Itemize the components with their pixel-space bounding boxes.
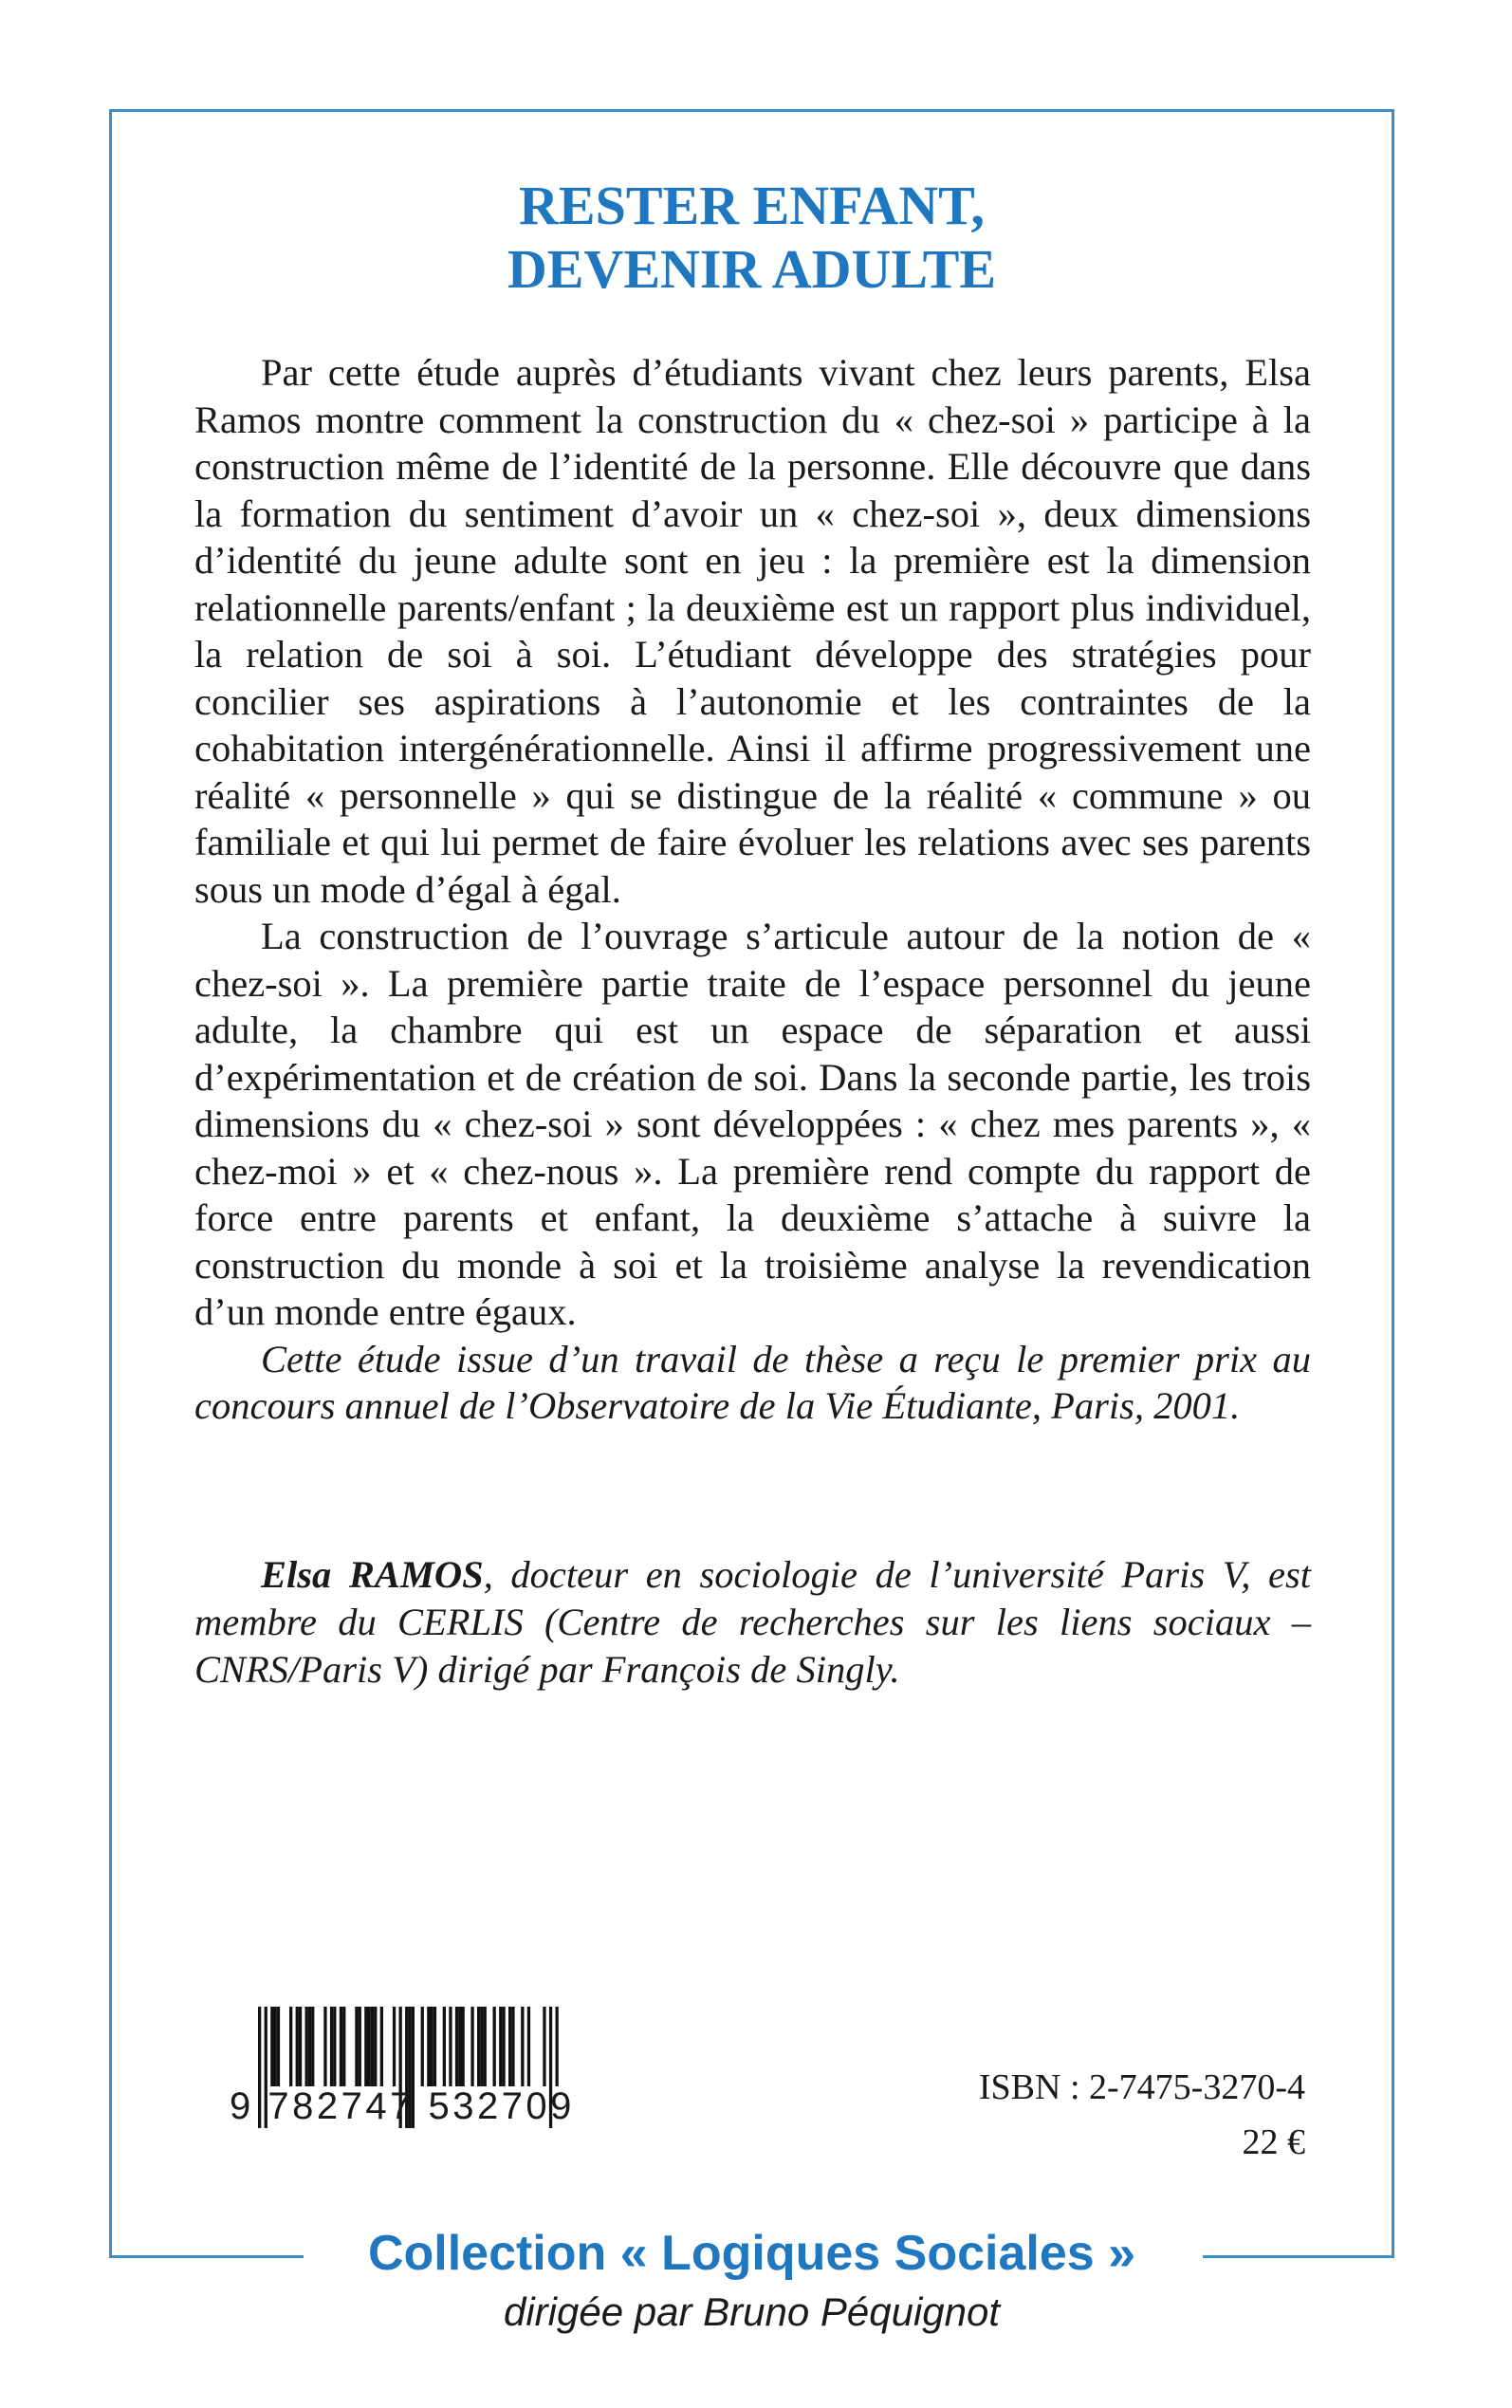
author-name: Elsa RAMOS: [261, 1553, 484, 1596]
barcode-bar: [449, 2007, 452, 2086]
barcode-bar: [371, 2007, 374, 2086]
barcode-bar: [308, 2007, 311, 2086]
barcode-bar: [458, 2007, 461, 2086]
barcode-bar: [393, 2007, 396, 2086]
barcode-bar: [511, 2007, 514, 2086]
barcode-bar: [277, 2007, 280, 2086]
barcode-bar: [374, 2007, 377, 2086]
collection-name: Collection « Logiques Sociales »: [367, 2226, 1136, 2281]
barcode-bar: [323, 2007, 326, 2086]
price: 22 €: [1242, 2122, 1305, 2162]
barcode-bar: [470, 2007, 473, 2086]
author-bio: [194, 1551, 1311, 1694]
barcode-bars: [228, 2007, 579, 2158]
barcode-bar: [431, 2007, 433, 2086]
barcode-bar: [499, 2007, 502, 2086]
barcode: [228, 2007, 579, 2158]
barcode-bar: [340, 2007, 342, 2086]
barcode-bar: [421, 2007, 424, 2086]
barcode-bar: [484, 2007, 487, 2086]
barcode-bar: [477, 2007, 480, 2086]
barcode-bar: [296, 2007, 299, 2086]
barcode-bar: [342, 2007, 345, 2086]
barcode-bar: [289, 2007, 292, 2086]
barcode-bar: [380, 2007, 383, 2086]
barcode-bar: [299, 2007, 302, 2086]
barcode-bar: [455, 2007, 458, 2086]
barcode-bar: [359, 2007, 361, 2086]
barcode-bar: [462, 2007, 465, 2086]
barcode-bar: [311, 2007, 314, 2086]
barcode-bar: [480, 2007, 483, 2086]
barcode-bar: [502, 2007, 505, 2086]
barcode-bar: [521, 2007, 524, 2086]
barcode-bar: [508, 2007, 511, 2086]
summary-paragraph-2: La construction de l’ouvrage s’articule autour de la notion de « chez-soi ». La première partie traite de l’espace personnel du jeune adulte, la chambre qui est un espace de séparation et aussi d’expérimentation et de création de soi. Dans la seconde partie, les trois dimensions du « chez-soi » sont développées : « chez mes parents », « chez-moi » et « chez-nous ». La première rend compte du rapport de force entre parents et enfant, la deuxième s’attache à suivre la construction du monde à soi et la troisième analyse la revendication d’un monde entre égaux.: [194, 915, 1311, 1333]
barcode-bar: [527, 2007, 530, 2086]
barcode-bar: [493, 2007, 496, 2086]
barcode-bar: [355, 2007, 358, 2086]
barcode-bar: [368, 2007, 371, 2086]
barcode-digits: 9 782747 532709: [230, 2085, 575, 2127]
barcode-bar: [543, 2007, 545, 2086]
barcode-bar: [556, 2007, 559, 2086]
barcode-bar: [333, 2007, 336, 2086]
barcode-bar: [433, 2007, 436, 2086]
barcode-bar: [270, 2007, 273, 2086]
author-bio-text: , docteur en sociologie de l’université Paris V, est membre du CERLIS (Centre de recherches sur les liens sociaux – CNRS/Paris V) dirigé par François de Singly.: [194, 1553, 1311, 1691]
award-paragraph: Cette étude issue d’un travail de thèse a reçu le premier prix au concours annuel de l’Observatoire de la Vie Étudiante, Paris, 2001.: [194, 1337, 1311, 1427]
back-cover-summary: [194, 349, 1311, 1430]
barcode-bar: [427, 2007, 430, 2086]
book-title-line2: DEVENIR ADULTE: [507, 238, 997, 300]
isbn: ISBN : 2-7475-3270-4: [978, 2067, 1305, 2107]
barcode-bar: [274, 2007, 277, 2086]
barcode-bar: [330, 2007, 333, 2086]
barcode-bar: [364, 2007, 367, 2086]
book-title-line1: RESTER ENFANT,: [519, 175, 985, 236]
collection-director: dirigée par Bruno Péquignot: [503, 2289, 1001, 2334]
barcode-bar: [305, 2007, 308, 2086]
barcode-bar: [443, 2007, 446, 2086]
summary-paragraph-1: Par cette étude auprès d’étudiants vivant chez leurs parents, Elsa Ramos montre comment la construction du « chez-soi » participe à la construction même de l’identité de la personne. Elle découvre que dans la formation du sentiment d’avoir un « chez-soi », deux dimensions d’identité du jeune adulte sont en jeu : la première est la dimension relationnelle parents/enfant ; la deuxième est un rapport plus individuel, la relation de soi à soi. L’étudiant développe des stratégies pour concilier ses aspirations à l’autonomie et les contraintes de la cohabitation intergénérationnelle. Ainsi il affirme progressivement une réalité « personnelle » qui se distingue de la réalité « commune » ou familiale et qui lui permet de faire évoluer les relations avec ses parents sous un mode d’égal à égal.: [194, 351, 1311, 911]
